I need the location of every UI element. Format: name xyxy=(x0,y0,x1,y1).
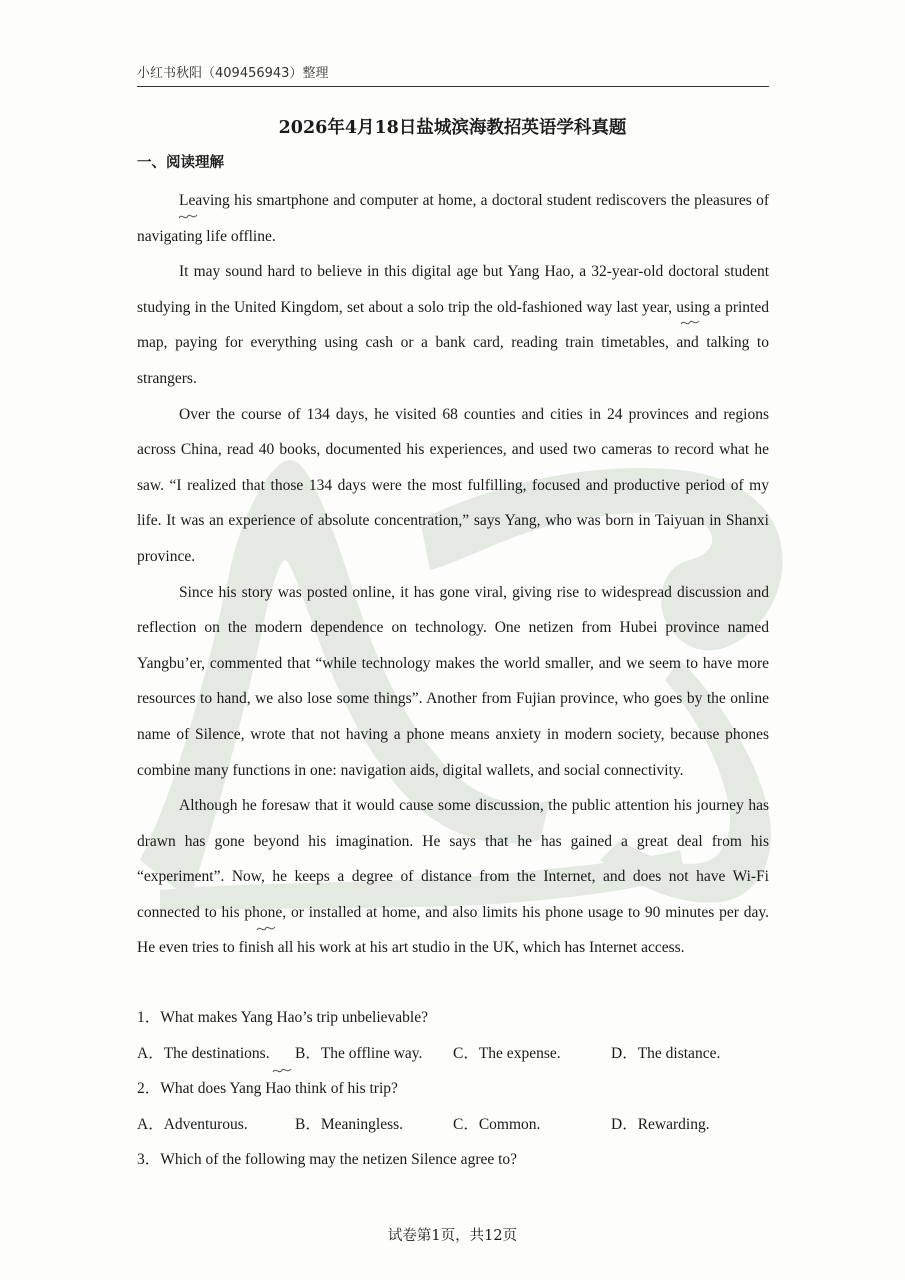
page-footer: 试卷第1页，共12页 xyxy=(387,1228,518,1244)
page-header xyxy=(137,64,769,87)
question-3 xyxy=(137,1142,769,1178)
passage-paragraph: Although he foresaw that it would cause some discussion, the public attention his journey has drawn has gone beyond his imagination. He says that he has gained a great deal from his “experiment”. Now, he keeps a degree of distance from the Internet, and does not have Wi-Fi connected to his phone, or installed at home, and also limits his phone usage to 90 minutes per day. He even tries to finish all his work at his art studio in the UK, which has Internet access. xyxy=(137,797,769,957)
question-stem: 3．Which of the following may the netizen Silence agree to? xyxy=(137,1151,518,1169)
question-options xyxy=(137,1036,769,1072)
exam-title: 2026年4月18日盐城滨海教招英语学科真题 xyxy=(278,118,627,138)
passage-paragraph: It may sound hard to believe in this digital age but Yang Hao, a 32-year-old doctoral student studying in the United Kingdom, set about a solo trip the old-fashioned way last year, using a printed map, paying for everything using cash or a bank card, reading train timetables, and talking to strangers. xyxy=(137,263,769,387)
option-c: C．Common. xyxy=(453,1115,541,1133)
reading-passage xyxy=(137,183,769,966)
option-c: C．The expense. xyxy=(453,1044,561,1062)
question-options xyxy=(137,1107,769,1143)
question-2 xyxy=(137,1071,769,1142)
passage-paragraph: Leaving his smartphone and computer at home, a doctoral student rediscovers the pleasures of navigating life offline. xyxy=(137,192,769,245)
passage-paragraph: Since his story was posted online, it has gone viral, giving rise to widespread discussion and reflection on the modern dependence on technology. One netizen from Hubei province named Yangbu’er, commented that “while technology makes the world smaller, and we seem to have more resources to hand, we also lose some things”. Another from Fujian province, who goes by the online name of Silence, wrote that not having a phone means anxiety in modern society, because phones combine many functions in one: navigation aids, digital wallets, and social connectivity. xyxy=(137,583,769,779)
option-a: A．The destinations. xyxy=(137,1044,270,1062)
option-a: A．Adventurous. xyxy=(137,1115,248,1133)
question-list xyxy=(137,1000,769,1178)
option-b: B．The offline way. xyxy=(295,1044,423,1062)
question-1 xyxy=(137,1000,769,1071)
header-source-text: 小红书秋阳（409456943）整理 xyxy=(137,66,329,81)
option-d: D．The distance. xyxy=(611,1044,721,1062)
question-stem: 1．What makes Yang Hao’s trip unbelievable? xyxy=(137,1009,428,1026)
option-d: D．Rewarding. xyxy=(611,1115,710,1133)
option-b: B．Meaningless. xyxy=(295,1115,404,1133)
passage-paragraph: Over the course of 134 days, he visited 68 counties and cities in 24 provinces and regions across China, read 40 books, documented his experiences, and used two cameras to record what he saw. “I realized that those 134 days were the most fulfilling, focused and productive period of my life. It was an experience of absolute concentration,” says Yang, who was born in Taiyuan in Shanxi province. xyxy=(137,405,769,565)
question-stem: 2．What does Yang Hao think of his trip? xyxy=(137,1080,398,1098)
section-heading: 一、阅读理解 xyxy=(137,155,224,171)
